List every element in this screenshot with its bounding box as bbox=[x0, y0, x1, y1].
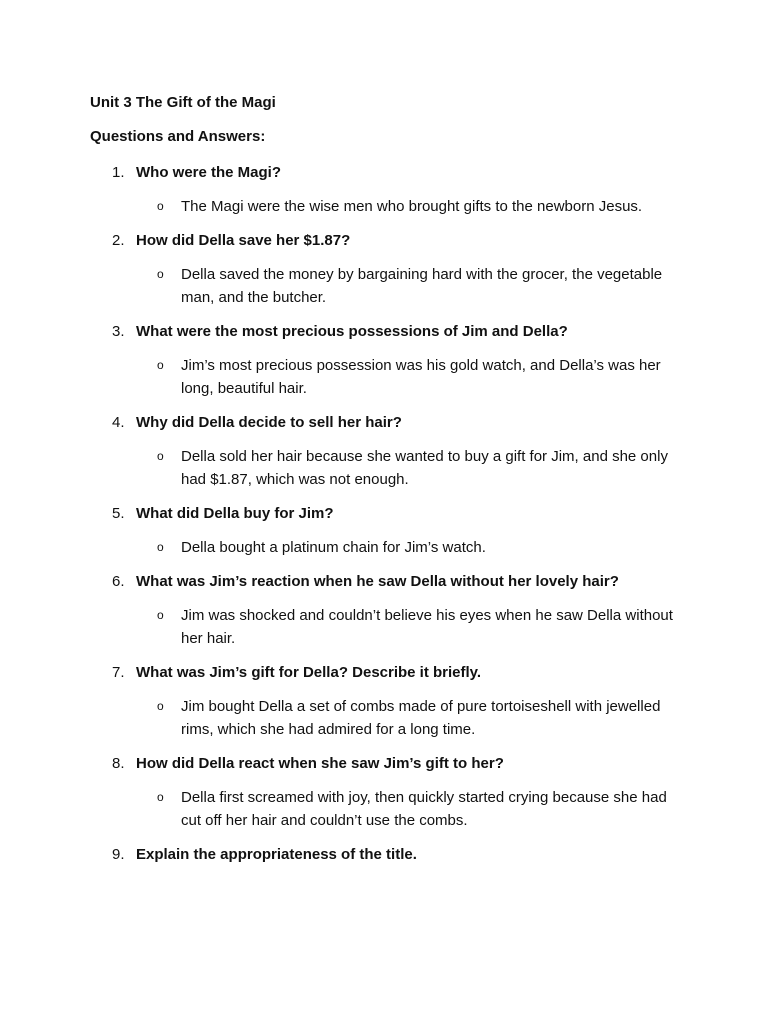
answer-text: Della saved the money by bargaining hard with the grocer, the vegetable man, and the butcher. bbox=[181, 266, 663, 306]
circle-bullet-icon: o bbox=[157, 358, 164, 372]
qa-item bbox=[0, 502, 768, 559]
question-row bbox=[0, 502, 768, 525]
circle-bullet-icon: o bbox=[157, 199, 164, 213]
qa-item bbox=[0, 161, 768, 218]
question-answer-list bbox=[0, 161, 768, 877]
answer-text: Della bought a platinum chain for Jim’s watch. bbox=[181, 539, 486, 556]
question-row bbox=[0, 661, 768, 684]
qa-item bbox=[0, 570, 768, 650]
answer-text: Jim bought Della a set of combs made of pure tortoiseshell with jewelled rims, which she had admired for a long time. bbox=[181, 698, 661, 738]
question-number: 8. bbox=[112, 755, 125, 772]
question-number: 4. bbox=[112, 414, 125, 431]
question-number: 2. bbox=[112, 232, 125, 249]
question-text: What did Della buy for Jim? bbox=[136, 505, 334, 522]
answer-row bbox=[0, 786, 768, 832]
question-number: 6. bbox=[112, 573, 125, 590]
question-number: 1. bbox=[112, 164, 125, 181]
circle-bullet-icon: o bbox=[157, 699, 164, 713]
question-row bbox=[0, 752, 768, 775]
answer-text: Della first screamed with joy, then quickly started crying because she had cut off her hair and couldn’t use the combs. bbox=[181, 789, 667, 829]
question-number: 7. bbox=[112, 664, 125, 681]
circle-bullet-icon: o bbox=[157, 608, 164, 622]
question-number: 5. bbox=[112, 505, 125, 522]
qa-item bbox=[0, 661, 768, 741]
qa-item bbox=[0, 229, 768, 309]
answer-text: Della sold her hair because she wanted to buy a gift for Jim, and she only had $1.87, which was not enough. bbox=[181, 448, 668, 488]
qa-item bbox=[0, 843, 768, 866]
qa-item bbox=[0, 752, 768, 832]
question-text: What was Jim’s gift for Della? Describe it briefly. bbox=[136, 664, 482, 681]
answer-row bbox=[0, 263, 768, 309]
question-text: Who were the Magi? bbox=[136, 164, 282, 181]
question-number: 9. bbox=[112, 846, 125, 863]
question-row bbox=[0, 320, 768, 343]
qa-item bbox=[0, 320, 768, 400]
section-heading: Questions and Answers: bbox=[90, 128, 266, 145]
question-row bbox=[0, 161, 768, 184]
circle-bullet-icon: o bbox=[157, 267, 164, 281]
question-text: Explain the appropriateness of the title. bbox=[136, 846, 417, 863]
question-number: 3. bbox=[112, 323, 125, 340]
circle-bullet-icon: o bbox=[157, 790, 164, 804]
answer-row bbox=[0, 536, 768, 559]
question-text: Why did Della decide to sell her hair? bbox=[136, 414, 402, 431]
question-row bbox=[0, 229, 768, 252]
document-title: Unit 3 The Gift of the Magi bbox=[90, 94, 276, 111]
question-text: What were the most precious possessions of Jim and Della? bbox=[136, 323, 568, 340]
answer-row bbox=[0, 695, 768, 741]
question-row bbox=[0, 411, 768, 434]
answer-row bbox=[0, 445, 768, 491]
question-text: What was Jim’s reaction when he saw Della without her lovely hair? bbox=[136, 573, 619, 590]
question-text: How did Della react when she saw Jim’s gift to her? bbox=[136, 755, 504, 772]
answer-text: Jim was shocked and couldn’t believe his eyes when he saw Della without her hair. bbox=[181, 607, 673, 647]
circle-bullet-icon: o bbox=[157, 540, 164, 554]
answer-text: The Magi were the wise men who brought gifts to the newborn Jesus. bbox=[181, 198, 643, 215]
answer-text: Jim’s most precious possession was his gold watch, and Della’s was her long, beautiful hair. bbox=[181, 357, 661, 397]
answer-row bbox=[0, 604, 768, 650]
question-row bbox=[0, 570, 768, 593]
circle-bullet-icon: o bbox=[157, 449, 164, 463]
answer-row bbox=[0, 354, 768, 400]
qa-item bbox=[0, 411, 768, 491]
answer-row bbox=[0, 195, 768, 218]
question-row bbox=[0, 843, 768, 866]
question-text: How did Della save her $1.87? bbox=[136, 232, 351, 249]
